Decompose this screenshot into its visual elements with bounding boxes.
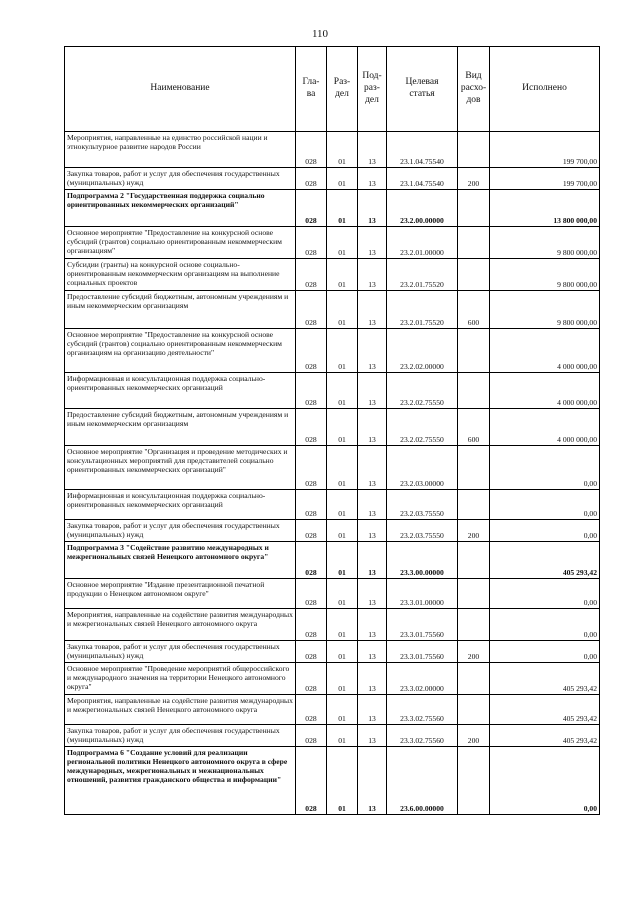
header-expense-type: Вид расхо- дов (458, 47, 490, 132)
header-subsection: Под- раз- дел (358, 47, 387, 132)
row-name: Подпрограмма 6 "Создание условий для реализации региональной политики Ненецкого автономного округа в сфере международных, межрегиональных и межнациональных отношений, развития гражданского общества и информации" (65, 747, 296, 815)
row-name: Основное мероприятие "Проведение мероприятий общероссийского и международного значения на территории Ненецкого автономного округа" (65, 663, 296, 695)
row-chapter: 028 (296, 373, 327, 409)
row-target: 23.2.03.75550 (387, 520, 458, 542)
row-executed: 0,00 (490, 641, 600, 663)
table-row (65, 132, 600, 168)
row-name: Предоставление субсидий бюджетным, автономным учреждениям и иным некоммерческим организациям (65, 291, 296, 329)
row-expense-type (458, 132, 490, 168)
row-name: Закупка товаров, работ и услуг для обеспечения государственных (муниципальных) нужд (65, 520, 296, 542)
row-section: 01 (327, 291, 358, 329)
row-section: 01 (327, 373, 358, 409)
row-target: 23.3.02.75560 (387, 695, 458, 725)
table-row (65, 446, 600, 490)
row-executed: 199 700,00 (490, 168, 600, 190)
row-subsection: 13 (358, 579, 387, 609)
row-executed: 4 000 000,00 (490, 409, 600, 446)
table-row (65, 542, 600, 579)
row-name: Информационная и консультационная поддержка социально-ориентированных некоммерческих организаций (65, 490, 296, 520)
row-section: 01 (327, 641, 358, 663)
row-target: 23.2.02.75550 (387, 373, 458, 409)
row-chapter: 028 (296, 579, 327, 609)
row-name: Мероприятия, направленные на единство российской нации и этнокультурное развитие народов России (65, 132, 296, 168)
row-executed: 405 293,42 (490, 542, 600, 579)
header-executed: Исполнено (490, 47, 600, 132)
row-chapter: 028 (296, 663, 327, 695)
row-subsection: 13 (358, 373, 387, 409)
row-section: 01 (327, 663, 358, 695)
row-expense-type: 600 (458, 291, 490, 329)
row-section: 01 (327, 579, 358, 609)
row-executed: 0,00 (490, 520, 600, 542)
row-target: 23.3.00.00000 (387, 542, 458, 579)
row-executed: 0,00 (490, 579, 600, 609)
table-row (65, 641, 600, 663)
row-subsection: 13 (358, 725, 387, 747)
row-expense-type (458, 373, 490, 409)
row-subsection: 13 (358, 132, 387, 168)
row-chapter: 028 (296, 725, 327, 747)
row-target: 23.3.01.75560 (387, 609, 458, 641)
row-chapter: 028 (296, 520, 327, 542)
table-row (65, 747, 600, 815)
row-section: 01 (327, 227, 358, 259)
table-row (65, 609, 600, 641)
row-target: 23.1.04.75540 (387, 132, 458, 168)
row-name: Мероприятия, направленные на содействие развития международных и межрегиональных связей Ненецкого автономного округа (65, 695, 296, 725)
row-executed: 9 800 000,00 (490, 227, 600, 259)
row-name: Основное мероприятие "Издание презентационной печатной продукции о Ненецком автономном округе" (65, 579, 296, 609)
table-row (65, 579, 600, 609)
row-chapter: 028 (296, 227, 327, 259)
row-subsection: 13 (358, 329, 387, 373)
row-expense-type (458, 695, 490, 725)
row-expense-type (458, 259, 490, 291)
row-target: 23.2.01.75520 (387, 259, 458, 291)
row-expense-type (458, 190, 490, 227)
row-subsection: 13 (358, 227, 387, 259)
row-name: Закупка товаров, работ и услуг для обеспечения государственных (муниципальных) нужд (65, 725, 296, 747)
row-subsection: 13 (358, 695, 387, 725)
row-target: 23.2.03.00000 (387, 446, 458, 490)
row-subsection: 13 (358, 291, 387, 329)
row-name: Подпрограмма 2 "Государственная поддержка социально ориентированных некоммерческих организаций" (65, 190, 296, 227)
row-chapter: 028 (296, 259, 327, 291)
row-chapter: 028 (296, 542, 327, 579)
row-target: 23.3.01.00000 (387, 579, 458, 609)
row-name: Основное мероприятие "Предоставление на конкурсной основе субсидий (грантов) социально ориентированным некоммерческим организациям на организацию деятельности" (65, 329, 296, 373)
row-executed: 199 700,00 (490, 132, 600, 168)
row-subsection: 13 (358, 490, 387, 520)
row-expense-type (458, 747, 490, 815)
row-executed: 9 800 000,00 (490, 259, 600, 291)
header-section: Раз- дел (327, 47, 358, 132)
row-subsection: 13 (358, 542, 387, 579)
table-row (65, 663, 600, 695)
row-executed: 0,00 (490, 747, 600, 815)
row-executed: 405 293,42 (490, 695, 600, 725)
row-chapter: 028 (296, 490, 327, 520)
row-expense-type: 600 (458, 409, 490, 446)
row-subsection: 13 (358, 259, 387, 291)
row-name: Основное мероприятие "Предоставление на конкурсной основе субсидий (грантов) социально ориентированным некоммерческим организациям" (65, 227, 296, 259)
row-subsection: 13 (358, 609, 387, 641)
row-section: 01 (327, 259, 358, 291)
table-row (65, 373, 600, 409)
row-executed: 13 800 000,00 (490, 190, 600, 227)
header-target: Целевая статья (387, 47, 458, 132)
row-section: 01 (327, 168, 358, 190)
row-expense-type (458, 542, 490, 579)
row-executed: 405 293,42 (490, 663, 600, 695)
row-executed: 0,00 (490, 490, 600, 520)
header-row (65, 47, 600, 132)
row-chapter: 028 (296, 329, 327, 373)
row-chapter: 028 (296, 747, 327, 815)
row-expense-type: 200 (458, 520, 490, 542)
row-executed: 0,00 (490, 609, 600, 641)
row-section: 01 (327, 609, 358, 641)
row-target: 23.2.02.00000 (387, 329, 458, 373)
header-chapter: Гла- ва (296, 47, 327, 132)
page-number: 110 (311, 28, 329, 40)
row-expense-type (458, 609, 490, 641)
table-row (65, 190, 600, 227)
row-chapter: 028 (296, 641, 327, 663)
table-row (65, 329, 600, 373)
row-expense-type: 200 (458, 168, 490, 190)
row-target: 23.2.03.75550 (387, 490, 458, 520)
row-name: Информационная и консультационная поддержка социально-ориентированных некоммерческих организаций (65, 373, 296, 409)
row-expense-type (458, 446, 490, 490)
row-executed: 0,00 (490, 446, 600, 490)
header-name: Наименование (65, 47, 296, 132)
row-name: Закупка товаров, работ и услуг для обеспечения государственных (муниципальных) нужд (65, 168, 296, 190)
table-row (65, 291, 600, 329)
row-expense-type: 200 (458, 641, 490, 663)
row-name: Подпрограмма 3 "Содействие развитию международных и межрегиональных связей Ненецкого автономного округа" (65, 542, 296, 579)
row-chapter: 028 (296, 291, 327, 329)
row-section: 01 (327, 747, 358, 815)
row-section: 01 (327, 190, 358, 227)
row-expense-type (458, 490, 490, 520)
row-subsection: 13 (358, 446, 387, 490)
budget-table (64, 46, 600, 815)
table-row (65, 725, 600, 747)
row-section: 01 (327, 542, 358, 579)
row-executed: 4 000 000,00 (490, 373, 600, 409)
row-subsection: 13 (358, 190, 387, 227)
row-target: 23.2.02.75550 (387, 409, 458, 446)
row-name: Закупка товаров, работ и услуг для обеспечения государственных (муниципальных) нужд (65, 641, 296, 663)
row-section: 01 (327, 490, 358, 520)
row-subsection: 13 (358, 747, 387, 815)
row-target: 23.2.01.75520 (387, 291, 458, 329)
row-executed: 9 800 000,00 (490, 291, 600, 329)
row-chapter: 028 (296, 132, 327, 168)
row-target: 23.2.01.00000 (387, 227, 458, 259)
table-row (65, 490, 600, 520)
row-section: 01 (327, 446, 358, 490)
row-name: Субсидии (гранты) на конкурсной основе социально-ориентированным некоммерческим организациям на выполнение социальных проектов (65, 259, 296, 291)
row-subsection: 13 (358, 663, 387, 695)
row-section: 01 (327, 725, 358, 747)
row-chapter: 028 (296, 695, 327, 725)
row-expense-type (458, 663, 490, 695)
row-executed: 4 000 000,00 (490, 329, 600, 373)
row-executed: 405 293,42 (490, 725, 600, 747)
row-subsection: 13 (358, 168, 387, 190)
row-expense-type (458, 227, 490, 259)
table-row (65, 409, 600, 446)
table-row (65, 227, 600, 259)
row-section: 01 (327, 329, 358, 373)
row-subsection: 13 (358, 520, 387, 542)
row-target: 23.2.00.00000 (387, 190, 458, 227)
row-name: Предоставление субсидий бюджетным, автономным учреждениям и иным некоммерческим организациям (65, 409, 296, 446)
row-expense-type (458, 329, 490, 373)
table-row (65, 168, 600, 190)
row-target: 23.6.00.00000 (387, 747, 458, 815)
row-subsection: 13 (358, 409, 387, 446)
row-chapter: 028 (296, 609, 327, 641)
row-chapter: 028 (296, 409, 327, 446)
row-chapter: 028 (296, 168, 327, 190)
row-chapter: 028 (296, 446, 327, 490)
row-target: 23.1.04.75540 (387, 168, 458, 190)
table-row (65, 259, 600, 291)
row-target: 23.3.02.75560 (387, 725, 458, 747)
row-target: 23.3.02.00000 (387, 663, 458, 695)
row-section: 01 (327, 132, 358, 168)
row-subsection: 13 (358, 641, 387, 663)
row-expense-type: 200 (458, 725, 490, 747)
row-section: 01 (327, 695, 358, 725)
row-target: 23.3.01.75560 (387, 641, 458, 663)
row-name: Мероприятия, направленные на содействие развития международных и межрегиональных связей Ненецкого автономного округа (65, 609, 296, 641)
row-section: 01 (327, 409, 358, 446)
table-row (65, 695, 600, 725)
row-chapter: 028 (296, 190, 327, 227)
row-expense-type (458, 579, 490, 609)
row-name: Основное мероприятие "Организация и проведение методических и консультационных мероприятий для представителей социально ориентированных некоммерческих организаций" (65, 446, 296, 490)
row-section: 01 (327, 520, 358, 542)
table-row (65, 520, 600, 542)
